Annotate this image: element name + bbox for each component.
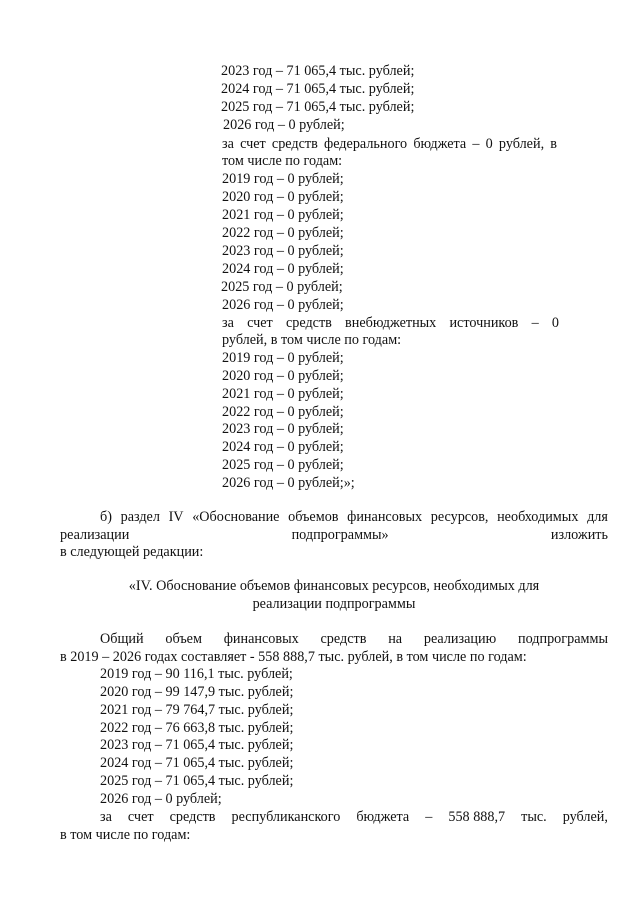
word: средств	[320, 631, 367, 647]
word: республиканского	[231, 809, 341, 825]
word: финансовых	[347, 509, 423, 525]
word: 0	[551, 315, 559, 331]
word: счет	[127, 809, 154, 825]
section-b-line-3: в следующей редакции:	[60, 544, 204, 560]
total-year-line: 2025 год – 71 065,4 тыс. рублей;	[100, 773, 294, 789]
extrabudget-year-line: 2019 год – 0 рублей;	[222, 350, 344, 366]
funding-line: 2023 год – 71 065,4 тыс. рублей;	[221, 63, 415, 79]
extrabudget-year-line: 2024 год – 0 рублей;	[222, 439, 344, 455]
word: за	[100, 809, 112, 825]
word: объемов	[288, 509, 339, 525]
funding-line: 2026 год – 0 рублей;	[223, 117, 345, 133]
federal-year-line: 2022 год – 0 рублей;	[222, 225, 344, 241]
word: тыс.	[521, 809, 547, 825]
federal-year-line: 2020 год – 0 рублей;	[222, 189, 344, 205]
word: бюджета	[356, 809, 410, 825]
funding-line: 2025 год – 71 065,4 тыс. рублей;	[221, 99, 415, 115]
federal-year-line: 2023 год – 0 рублей;	[222, 243, 344, 259]
federal-year-line: 2019 год – 0 рублей;	[222, 171, 344, 187]
section-b-line-1	[100, 508, 608, 526]
extrabudget-intro-tail: рублей, в том числе по годам:	[222, 332, 402, 348]
federal-year-line: 2025 год – 0 рублей;	[221, 279, 343, 295]
extrabudget-year-line: 2025 год – 0 рублей;	[222, 457, 344, 473]
federal-budget-intro-tail: том числе по годам:	[222, 153, 343, 169]
word: подпрограммы»	[291, 527, 389, 543]
word: на	[388, 631, 403, 647]
total-year-line: 2022 год – 76 663,8 тыс. рублей;	[100, 720, 294, 736]
funding-line: 2024 год – 71 065,4 тыс. рублей;	[221, 81, 415, 97]
word: IV	[168, 509, 184, 525]
word: 0	[485, 136, 493, 152]
section-b-line-2	[60, 526, 608, 544]
word: изложить	[550, 527, 608, 543]
word: источников	[449, 315, 519, 331]
section-heading: «IV. Обоснование объемов финансовых ресурсов, необходимых для	[128, 578, 540, 594]
word: средств	[169, 809, 216, 825]
word: финансовых	[223, 631, 299, 647]
federal-year-line: 2024 год – 0 рублей;	[222, 261, 344, 277]
total-year-line: 2021 год – 79 764,7 тыс. рублей;	[100, 702, 294, 718]
word: рублей,	[562, 809, 608, 825]
word: федерального	[324, 136, 408, 152]
word: рублей,	[498, 136, 545, 152]
republic-budget-intro	[100, 808, 608, 826]
word: объем	[165, 631, 202, 647]
extrabudget-year-line: 2020 год – 0 рублей;	[222, 368, 344, 384]
word: б)	[100, 509, 112, 525]
word: реализации	[60, 527, 130, 543]
body-line-2: в 2019 – 2026 годах составляет - 558 888,7 тыс. рублей, в том числе по годам:	[60, 649, 527, 665]
word: 558 888,7	[448, 809, 506, 825]
word: для	[587, 509, 608, 525]
total-year-line: 2026 год – 0 рублей;	[100, 791, 222, 807]
total-year-line: 2019 год – 90 116,1 тыс. рублей;	[100, 666, 293, 682]
total-year-line: 2023 год – 71 065,4 тыс. рублей;	[100, 737, 294, 753]
word: счет	[247, 315, 273, 331]
word: раздел	[120, 509, 160, 525]
federal-budget-intro	[222, 135, 557, 153]
extrabudget-year-line: 2023 год – 0 рублей;	[222, 421, 344, 437]
word: внебюджетных	[345, 315, 437, 331]
extrabudget-year-line: 2022 год – 0 рублей;	[222, 404, 344, 420]
word: за	[222, 315, 234, 331]
word: –	[425, 809, 433, 825]
word: бюджета	[413, 136, 467, 152]
word: –	[531, 315, 539, 331]
section-heading-line-2: реализации подпрограммы	[252, 596, 416, 612]
word: за	[222, 136, 234, 152]
word: –	[472, 136, 480, 152]
total-year-line: 2020 год – 99 147,9 тыс. рублей;	[100, 684, 294, 700]
extrabudget-year-line: 2021 год – 0 рублей;	[222, 386, 344, 402]
word: необходимых	[497, 509, 579, 525]
word: средств	[271, 136, 318, 152]
extrabudget-intro	[222, 314, 559, 332]
word: в	[550, 136, 557, 152]
federal-year-line: 2021 год – 0 рублей;	[222, 207, 344, 223]
federal-year-line: 2026 год – 0 рублей;	[222, 297, 344, 313]
extrabudget-year-line: 2026 год – 0 рублей;»;	[222, 475, 355, 491]
word: ресурсов,	[430, 509, 489, 525]
word: реализацию	[423, 631, 497, 647]
body-line-1	[100, 630, 608, 648]
total-year-line: 2024 год – 71 065,4 тыс. рублей;	[100, 755, 294, 771]
word: счет	[240, 136, 266, 152]
word: средств	[285, 315, 332, 331]
word: подпрограммы	[518, 631, 608, 647]
republic-budget-intro-tail: в том числе по годам:	[60, 827, 191, 843]
word: Общий	[100, 631, 144, 647]
word: «Обоснование	[192, 509, 280, 525]
